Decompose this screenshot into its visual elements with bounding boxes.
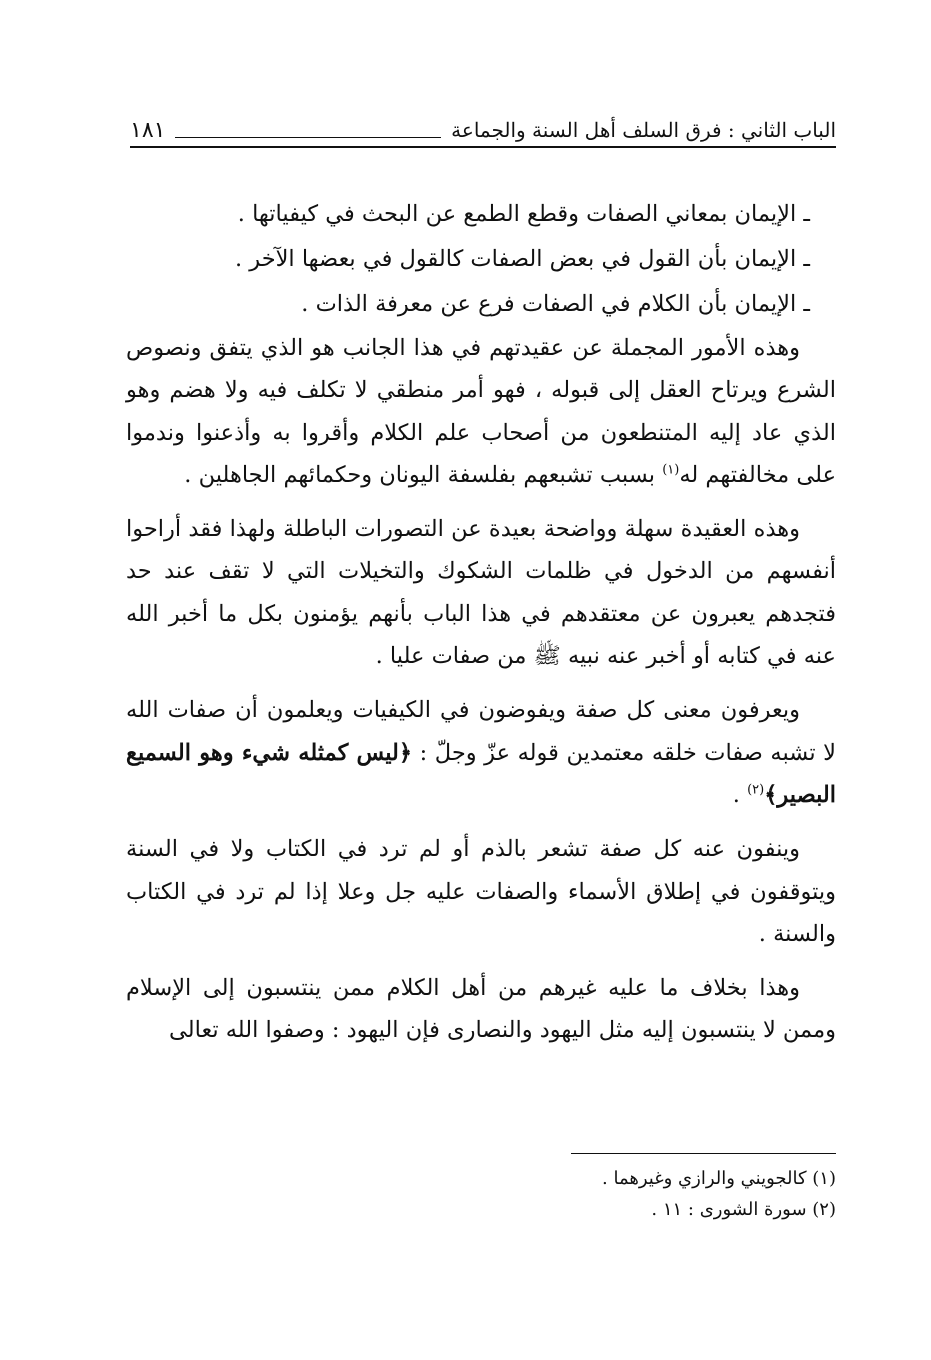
quran-quote: ﴿ليس كمثله شيء وهو السميع البصير﴾: [126, 739, 836, 808]
header-rule: [130, 146, 836, 148]
footnote-2: (٢) سورة الشورى : ١١ .: [651, 1198, 836, 1220]
running-title: الباب الثاني : فرق السلف أهل السنة والجماعة: [451, 118, 836, 142]
paragraph-5: وهذا بخلاف ما عليه غيرهم من أهل الكلام ممن ينتسبون إلى الإسلام وممن لا ينتسبون إليه مثل اليهود والنصارى فإن اليهود : وصفوا الله تعالى: [126, 975, 836, 1044]
main-text: [126, 192, 836, 1052]
footnote-1: (١) كالجويني والرازي وغيرهما .: [602, 1168, 836, 1189]
page-header: [130, 112, 836, 148]
paragraph-3: ويعرفون معنى كل صفة ويفوضون في الكيفيات ويعلمون أن صفات الله لا تشبه صفات خلقه معتمدين قوله عزّ وجلّ : ﴿ليس كمثله شيء وهو السميع البصير﴾$^{(٢)}$ .: [126, 697, 836, 808]
footnote-ref-2: (٢): [747, 782, 765, 798]
paragraph-2: وهذه العقيدة سهلة وواضحة بعيدة عن التصورات الباطلة ولهذا فقد أراحوا أنفسهم من الدخول في ظلمات الشكوك والتخيلات التي لا تقف عند حد فتجدهم يعبرون عن معتقدهم في هذا الباب بأنهم يؤمنون بكل ما أخبر الله عنه في كتابه أو أخبر عنه نبيه ﷺ من صفات عليا .: [126, 516, 836, 670]
bullet-item: ـ الإيمان بمعاني الصفات وقطع الطمع عن البحث في كيفياتها .: [237, 201, 810, 227]
paragraph-1: وهذه الأمور المجملة عن عقيدتهم في هذا الجانب هو الذي يتفق ونصوص الشرع ويرتاح العقل إلى قبوله ، فهو أمر منطقي لا تكلف فيه ولا هضم وهو الذي عاد إليه المتنطعون من أصحاب علم الكلام وأقروا به وأذعنوا وندموا على مخالفتهم له$^{(١)}$ بسبب تشبعهم بفلسفة اليونان وحكمائهم الجاهلين .: [126, 335, 836, 488]
bullet-item: ـ الإيمان بأن الكلام في الصفات فرع عن معرفة الذات .: [301, 291, 810, 317]
footnote-separator: [571, 1153, 836, 1154]
bullet-item: ـ الإيمان بأن القول في بعض الصفات كالقول في بعضها الآخر .: [234, 246, 810, 272]
header-leader-line: [175, 123, 441, 138]
footnotes: [236, 1164, 836, 1226]
paragraph-4: وينفون عنه كل صفة تشعر بالذم أو لم ترد في الكتاب ولا في السنة ويتوقفون في إطلاق الأسماء والصفات عليه جل وعلا إذا لم ترد في الكتاب والسنة .: [126, 836, 836, 947]
footnote-ref-1: (١): [662, 462, 680, 478]
page-number: ١٨١: [130, 117, 166, 143]
